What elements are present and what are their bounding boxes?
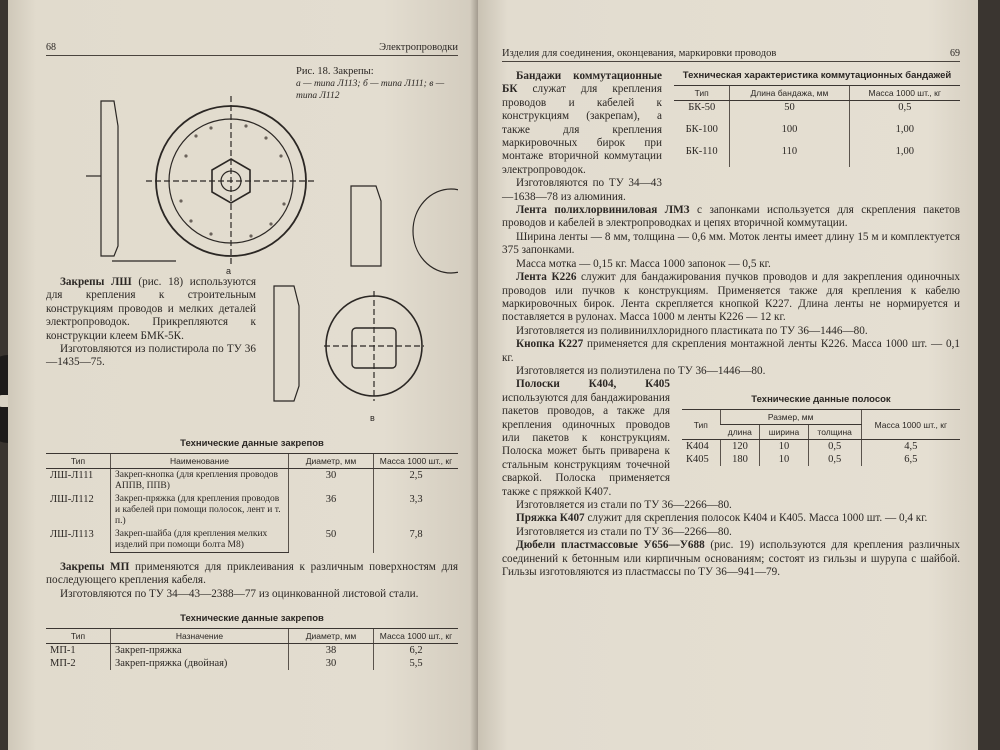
figure-caption-sub: а — типа Л113; б — типа Л111; в — типа Л112 [296, 79, 445, 101]
bk-table-block [674, 70, 960, 204]
table-row: К405 180 10 0,5 6,5 [682, 453, 960, 466]
table2 [46, 628, 458, 670]
paragraph: Дюбели пластмассовые У656—У688 (рис. 19) используются для крепления различных соединений к бетонным или кирпичным основаниям; состоят из гильзы и шурупа с шайбой. Гильзы изготовляются из пластмассы по ТУ 36—941—79. [502, 539, 960, 579]
table-pol-title: Технические данные полосок [751, 394, 891, 406]
table-row: ЛШ-Л113 Закреп-шайба (для крепления мелких изделий при помощи болта М8) 50 7,8 [46, 528, 458, 553]
table-bk [674, 85, 960, 167]
table-row: МП-2 Закреп-пряжка (двойная) 30 5,5 [46, 657, 458, 670]
paragraph: Изготовляется из полиэтилена по ТУ 36—1446—80. [516, 364, 766, 377]
table-row: МП-1 Закреп-пряжка 38 6,2 [46, 644, 458, 658]
fig-b-front [413, 189, 458, 273]
paragraph: Лента полихлорвиниловая ЛМЗ с запонками используется для скрепления пакетов проводов и кабелей в электропроводках и цепях вторичной коммутации. [502, 204, 960, 230]
paragraph: Кнопка К227 применяется для скрепления монтажной ленты К226. Масса 1000 шт. — 0,1 кг. [502, 338, 960, 364]
paragraph: Пряжка К407 служит для скрепления полосок К404 и К405. Масса 1000 шт. — 0,4 кг. [516, 512, 928, 525]
table-pol-header-mass: Масса 1000 шт., кг [861, 410, 960, 440]
figure-caption [296, 66, 466, 102]
table-pol-header-size: Размер, мм [720, 410, 861, 425]
table-pol-header-thickness: толщина [808, 425, 861, 440]
left-running-head [46, 42, 458, 56]
end-text-block [502, 499, 960, 579]
table-bk-title: Техническая характеристика коммутационных бандажей [682, 70, 952, 81]
paragraph: Изготовляется из стали по ТУ 36—2266—80. [516, 525, 732, 538]
table1-header: Масса 1000 шт., кг [374, 454, 459, 469]
table-pol-header-length: длина [720, 425, 760, 440]
table2-title: Технические данные закрепов [180, 613, 324, 625]
table-pol [682, 409, 960, 466]
polos-text-block [502, 378, 670, 499]
table-row: К404 120 10 0,5 4,5 [682, 440, 960, 454]
table2-header: Тип [46, 629, 111, 644]
pol-table-block [682, 378, 960, 499]
mp-paragraph-2: Изготовляются по ТУ 34—43—2388—77 из оцинкованной листовой стали. [60, 587, 419, 600]
table-row: БК-50 50 0,5 [674, 101, 960, 123]
right-running-head [502, 48, 960, 62]
table1-header: Наименование [111, 454, 289, 469]
table2-header: Масса 1000 шт., кг [374, 629, 459, 644]
figure-18 [46, 56, 458, 276]
fig-label-c: в [370, 413, 375, 423]
table1-header: Диаметр, мм [289, 454, 374, 469]
table1-title: Технические данные закрепов [180, 438, 324, 449]
left-running-title: Электропроводки [379, 42, 458, 53]
paragraph: Масса мотка — 0,15 кг. Масса 1000 запонок — 0,5 кг. [516, 257, 771, 270]
table1-header: Тип [46, 454, 111, 469]
mp-text-block [46, 561, 458, 601]
table1 [46, 453, 458, 553]
paragraph: Ширина ленты — 8 мм, толщина — 0,6 мм. Моток ленты имеет длину 15 м и комплектуется 375 запонками. [502, 230, 960, 257]
bk-paragraph-1: Бандажи коммутационные БК служат для крепления проводов и кабелей к конструкциям (закрепам), а также для крепления маркировочных бирок при монтаже вторичной коммутации электропроводок. [502, 70, 662, 176]
fig-a-profile [101, 101, 118, 256]
table-pol-header-width: ширина [760, 425, 808, 440]
main-text-block [502, 204, 960, 378]
table-bk-header: Масса 1000 шт., кг [849, 86, 960, 101]
bk-text-block [502, 70, 662, 204]
table2-header: Диаметр, мм [289, 629, 374, 644]
lsh-paragraph-1: Закрепы ЛШ (рис. 18) используются для крепления к строительным конструкциям проводов и мелких деталей электропроводок. Прикрепляются к конструкции клеем БМК-5К. [46, 276, 256, 342]
figure-18-c-drawing [264, 276, 454, 426]
mp-paragraph-1: Закрепы МП применяются для приклеивания к различным поверхностям для последующего крепления кабеля. [46, 561, 459, 587]
lsh-paragraph-2: Изготовляются из полистирола по ТУ 36—1435—75. [46, 343, 256, 369]
right-page [478, 0, 978, 750]
table-row: БК-100 100 1,00 [674, 123, 960, 145]
left-page-number: 68 [46, 42, 56, 53]
table-bk-header: Длина бандажа, мм [730, 86, 849, 101]
table-row: ЛШ-Л112 Закреп-пряжка (для крепления проводов и кабелей при помощи полосок, лент и т. п.) 36 3,3 [46, 493, 458, 528]
fig-label-a: а [226, 266, 232, 276]
figure-caption-title: Рис. 18. Закрепы: [296, 66, 374, 77]
lsh-text-block [46, 276, 256, 426]
paragraph: Полоски К404, К405 используются для бандажирования пакетов проводов, а также для крепления одиночных проводов или пакетов к конструкциям. Полоска может быть приварена к стальным конструкциям точечной сваркой. Полоска применяется также с пряжкой К407. [502, 378, 670, 498]
paragraph: Изготовляется из стали по ТУ 36—2266—80. [516, 499, 732, 511]
left-page [8, 0, 478, 750]
table-row: ЛШ-Л111 Закреп-кнопка (для крепления проводов АППВ, ППВ) 30 2,5 [46, 469, 458, 494]
right-running-title: Изделия для соединения, оконцевания, маркировки проводов [502, 48, 777, 59]
paragraph: Изготовляется из поливинилхлоридного пластиката по ТУ 36—1446—80. [516, 324, 868, 337]
table2-header: Назначение [111, 629, 289, 644]
paragraph: Лента К226 служит для бандажирования пучков проводов и для закрепления одиночных проводов или пучков к конструкциям. Применяется также для крепления к кабелю маркировочных бирок. Лента скрепляется кнопкой К227. Длина ленты не нормируется и поставляется в рулонах. Масса 1000 м ленты К226 — 12 кг. [502, 271, 961, 324]
right-page-number: 69 [950, 48, 960, 59]
bk-paragraph-2: Изготовляются по ТУ 34—43—1638—78 из алюминия. [502, 177, 662, 203]
table-pol-header-type: Тип [682, 410, 720, 440]
table-row: БК-110 110 1,00 [674, 145, 960, 167]
fig-b-profile [351, 186, 381, 266]
table-bk-header: Тип [674, 86, 730, 101]
